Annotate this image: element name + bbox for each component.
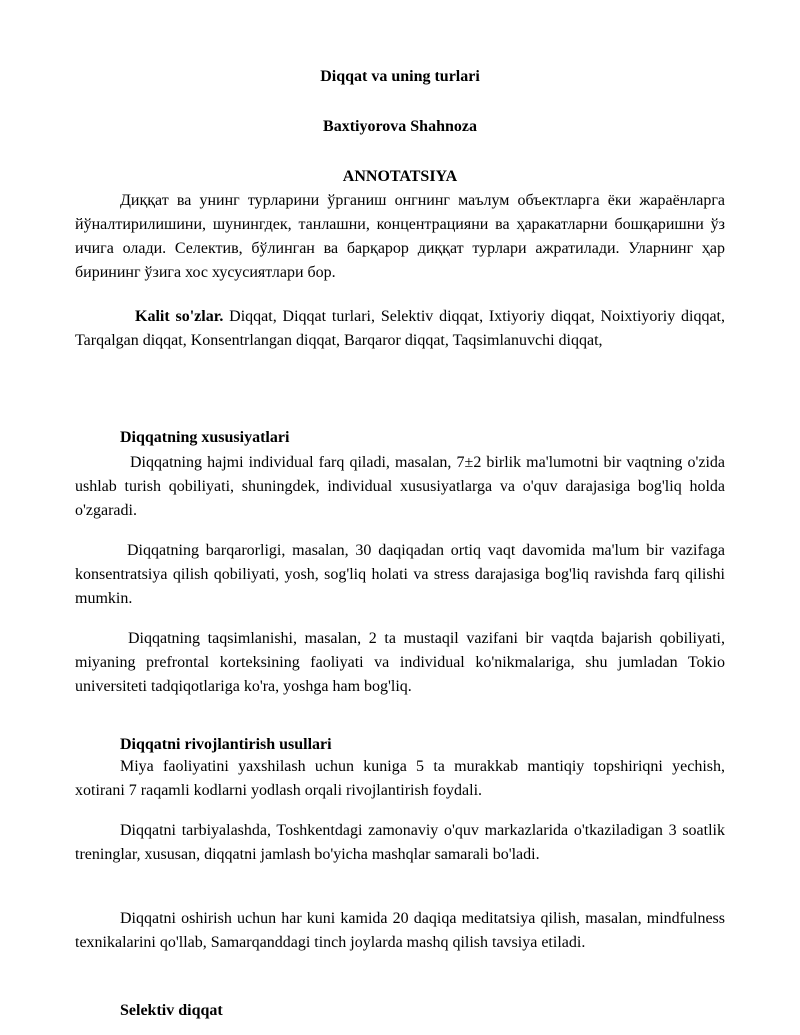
development-paragraph-3: Diqqatni oshirish uchun har kuni kamida 20 daqiqa meditatsiya qilish, masalan, mindfulness texnikalarini qo'llab, Samarqanddagi tinch joylarda mashq qilish tavsiya etiladi.: [75, 910, 725, 951]
section-heading-properties: Diqqatning xususiyatlari: [120, 429, 290, 446]
document-title: Diqqat va uning turlari: [320, 68, 480, 85]
development-paragraph-2: Diqqatni tarbiyalashda, Toshkentdagi zamonaviy o'quv markazlarida o'tkaziladigan 3 soatlik treninglar, xususan, diqqatni jamlash bo'yicha mashqlar samarali bo'ladi.: [75, 822, 725, 863]
development-paragraph-1: Miya faoliyatini yaxshilash uchun kuniga 5 ta murakkab mantiqiy topshiriqni yechish, xotirani 7 raqamli kodlarni yodlash orqali rivojlantirish foydali.: [75, 758, 725, 799]
annotation-paragraph: Диққат ва унинг турларини ўрганиш онгнинг маълум объектларга ёки жараёнларга йўналтирилишини, шунингдек, танлашни, концентрацияни ва ҳаракатларни бошқаришни ўз ичига олади. Селектив, бўлинган ва барқарор диққат турлари ажратилади. Уларнинг ҳар бирининг ўзига хос хусусиятлари бор.: [75, 192, 725, 281]
keywords-label: Kalit so'zlar.: [135, 308, 224, 325]
section-heading-development: Diqqatni rivojlantirish usullari: [120, 736, 332, 753]
annotation-heading: ANNOTATSIYA: [342, 168, 458, 185]
author-name: Baxtiyorova Shahnoza: [323, 118, 477, 135]
properties-paragraph-2: Diqqatning barqarorligi, masalan, 30 daqiqadan ortiq vaqt davomida ma'lum bir vazifaga konsentratsiya qilish qobiliyati, yosh, sog'liq holati va stress darajasiga bog'liq ravishda farq qilishi mumkin.: [75, 542, 725, 607]
keywords-text: Diqqat, Diqqat turlari, Selektiv diqqat, Ixtiyoriy diqqat, Noixtiyoriy diqqat, Tarqalgan diqqat, Konsentrlangan diqqat, Barqaror diqqat, Taqsimlanuvchi diqqat,: [75, 308, 726, 349]
section-heading-selective: Selektiv diqqat: [120, 1002, 223, 1019]
properties-paragraph-3: Diqqatning taqsimlanishi, masalan, 2 ta mustaqil vazifani bir vaqtda bajarish qobiliyati, miyaning prefrontal korteksining faoliyati va individual ko'nikmalariga, shu jumladan Tokio universiteti tadqiqotlariga ko'ra, yoshga ham bog'liq.: [75, 630, 725, 695]
keywords-paragraph: [75, 305, 725, 353]
document-page: [75, 0, 725, 1035]
properties-paragraph-1: Diqqatning hajmi individual farq qiladi, masalan, 7±2 birlik ma'lumotni bir vaqtning o'zida ushlab turish qobiliyati, shuningdek, individual xususiyatlarga va o'quv darajasiga bog'liq holda o'zgaradi.: [75, 454, 725, 519]
